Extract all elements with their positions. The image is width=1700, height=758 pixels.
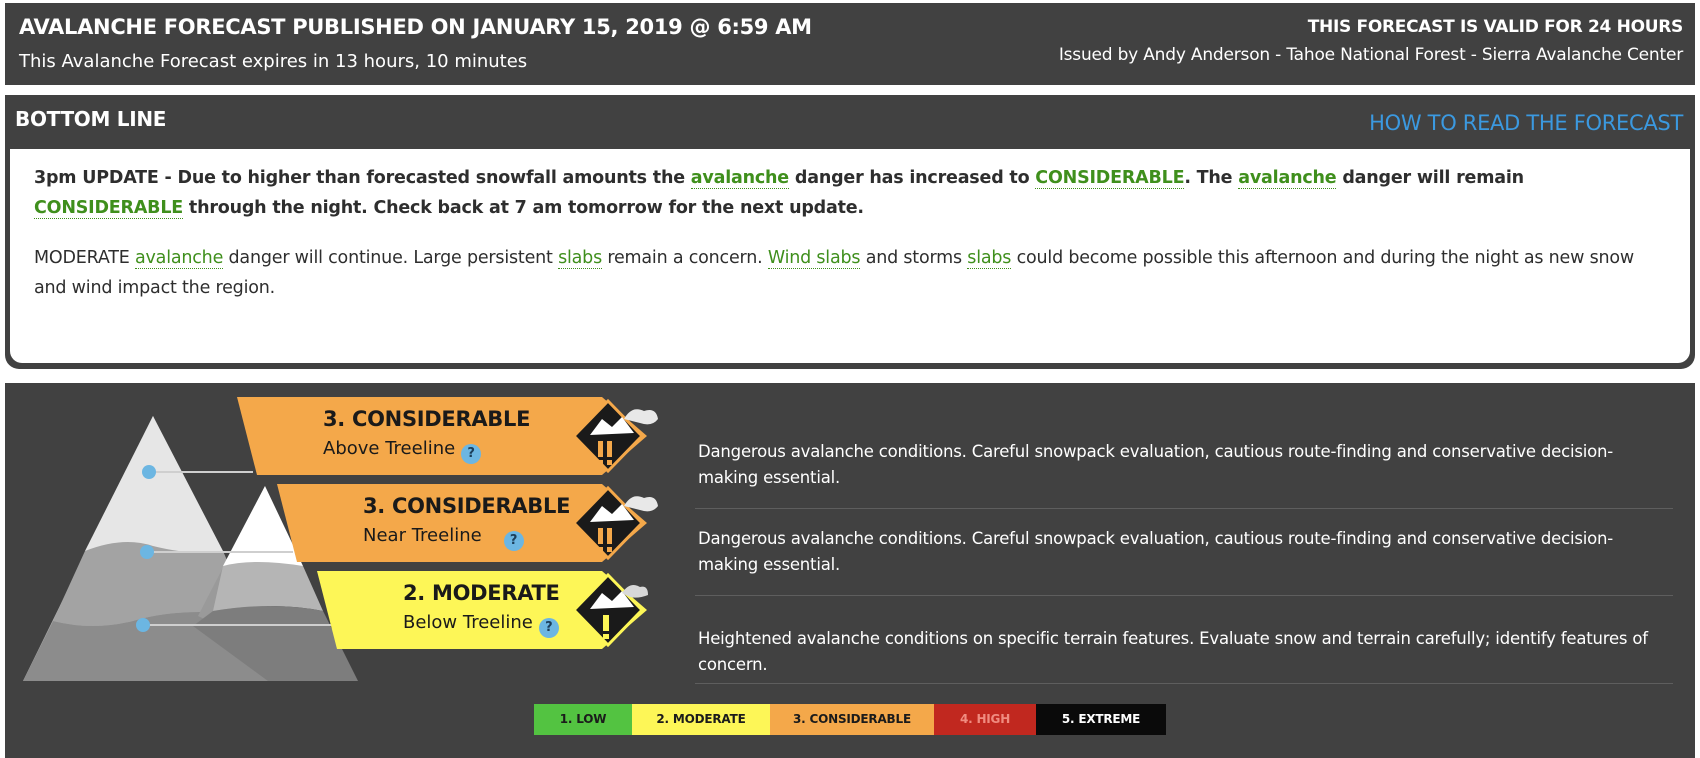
danger-row-above-treeline	[237, 397, 697, 475]
term-link-considerable[interactable]: CONSIDERABLE	[34, 198, 184, 218]
forecast-header	[5, 3, 1695, 85]
row-divider	[695, 595, 1673, 596]
how-to-read-link[interactable]: HOW TO READ THE FORECAST	[1369, 111, 1683, 135]
row-divider	[695, 683, 1673, 684]
summary-text: remain a concern.	[602, 248, 768, 268]
legend-high: 4. HIGH	[934, 704, 1036, 735]
summary-paragraph	[34, 243, 1668, 303]
danger-description: Dangerous avalanche conditions. Careful snowpack evaluation, cautious route-finding and conservative decision-making essential.	[698, 529, 1614, 574]
danger-scale-legend	[534, 704, 1166, 735]
bottom-line-panel	[5, 95, 1695, 369]
considerable-danger-icon	[572, 397, 662, 475]
moderate-danger-icon	[572, 571, 662, 649]
term-link-avalanche[interactable]: avalanche	[1238, 168, 1337, 188]
summary-text: danger will continue. Large persistent	[223, 248, 559, 268]
term-link-slabs[interactable]: slabs	[967, 248, 1012, 268]
elevation-text: Below Treeline	[403, 612, 533, 633]
update-text: danger has increased to	[788, 168, 1036, 188]
bottom-line-title: BOTTOM LINE	[15, 107, 167, 131]
valid-duration: THIS FORECAST IS VALID FOR 24 HOURS	[1307, 17, 1683, 37]
elevation-text: Near Treeline	[363, 525, 482, 546]
term-link-wind-slabs[interactable]: Wind slabs	[767, 248, 861, 268]
danger-level: 3. CONSIDERABLE	[363, 494, 571, 518]
bottom-line-body	[10, 149, 1690, 363]
update-text: danger will remain	[1336, 168, 1524, 188]
update-text: . The	[1184, 168, 1239, 188]
summary-text: could become possible this afternoon and during the night as new snow and wind impact the region.	[34, 248, 1635, 298]
expiry-text: This Avalanche Forecast expires in 13 hours, 10 minutes	[19, 51, 528, 72]
term-link-slabs[interactable]: slabs	[558, 248, 603, 268]
term-link-avalanche[interactable]: avalanche	[690, 168, 789, 188]
update-text: 3pm UPDATE - Due to higher than forecasted snowfall amounts the	[34, 168, 691, 188]
danger-description: Heightened avalanche conditions on specific terrain features. Evaluate snow and terrain carefully; identify features of concern.	[698, 629, 1648, 674]
danger-rating-panel	[5, 383, 1695, 758]
issued-by: Issued by Andy Anderson - Tahoe National Forest - Sierra Avalanche Center	[1058, 45, 1683, 65]
danger-level: 3. CONSIDERABLE	[323, 407, 531, 431]
help-icon[interactable]: ?	[504, 531, 524, 551]
legend-moderate: 2. MODERATE	[632, 704, 770, 735]
elevation-text: Above Treeline	[323, 438, 456, 459]
danger-level: 2. MODERATE	[403, 581, 560, 605]
term-link-considerable[interactable]: CONSIDERABLE	[1035, 168, 1185, 188]
danger-row-below-treeline	[317, 571, 697, 649]
legend-extreme: 5. EXTREME	[1036, 704, 1166, 735]
elevation-label	[403, 612, 559, 638]
summary-text: and storms	[860, 248, 968, 268]
elevation-label	[323, 438, 481, 464]
help-icon[interactable]: ?	[539, 618, 559, 638]
considerable-danger-icon	[572, 484, 662, 562]
published-title: AVALANCHE FORECAST PUBLISHED ON JANUARY 15, 2019 @ 6:59 AM	[19, 15, 812, 39]
legend-considerable: 3. CONSIDERABLE	[770, 704, 934, 735]
help-icon[interactable]: ?	[461, 444, 481, 464]
danger-description: Dangerous avalanche conditions. Careful snowpack evaluation, cautious route-finding and conservative decision-making essential.	[698, 442, 1614, 487]
danger-row-near-treeline	[277, 484, 697, 562]
elevation-label	[363, 525, 524, 551]
term-link-avalanche[interactable]: avalanche	[134, 248, 224, 268]
update-text: through the night. Check back at 7 am tomorrow for the next update.	[183, 198, 864, 218]
update-paragraph	[34, 163, 1668, 223]
summary-text: MODERATE	[34, 248, 135, 268]
legend-low: 1. LOW	[534, 704, 632, 735]
row-divider	[695, 508, 1673, 509]
